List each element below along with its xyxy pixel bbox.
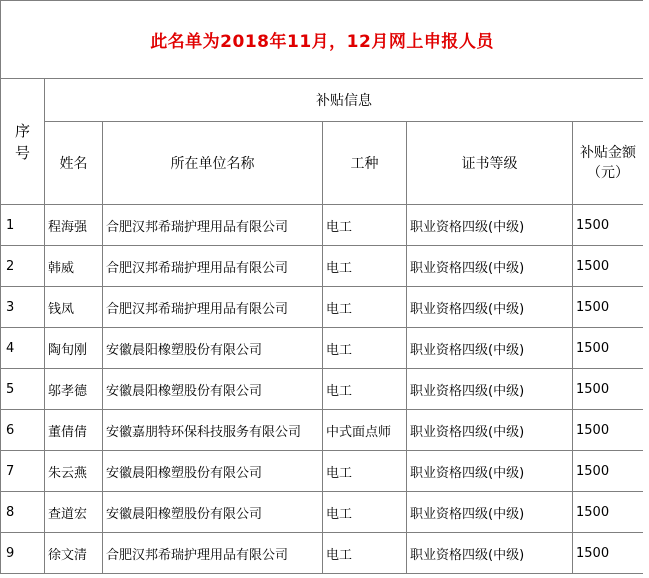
cell-trade: 中式面点师 — [323, 410, 407, 451]
cell-trade: 电工 — [323, 205, 407, 246]
cell-company: 安徽晨阳橡塑股份有限公司 — [103, 328, 323, 369]
cell-name: 邬孝德 — [45, 369, 103, 410]
cell-certificate: 职业资格四级(中级) — [407, 369, 573, 410]
cell-certificate: 职业资格四级(中级) — [407, 287, 573, 328]
header-amount — [573, 122, 644, 205]
header-amount-label: 补贴金额 （元） — [580, 145, 636, 181]
cell-seq: 6 — [1, 410, 45, 451]
header-trade: 工种 — [323, 122, 407, 205]
cell-name: 钱凤 — [45, 287, 103, 328]
cell-certificate: 职业资格四级(中级) — [407, 492, 573, 533]
cell-certificate: 职业资格四级(中级) — [407, 328, 573, 369]
cell-certificate: 职业资格四级(中级) — [407, 533, 573, 574]
cell-trade: 电工 — [323, 369, 407, 410]
cell-amount: 1500 — [573, 287, 644, 328]
cell-seq: 1 — [1, 205, 45, 246]
cell-amount: 1500 — [573, 533, 644, 574]
header-name: 姓名 — [45, 122, 103, 205]
cell-trade: 电工 — [323, 246, 407, 287]
right-edge — [643, 0, 649, 578]
cell-trade: 电工 — [323, 533, 407, 574]
cell-amount: 1500 — [573, 246, 644, 287]
cell-seq: 2 — [1, 246, 45, 287]
cell-name: 朱云燕 — [45, 451, 103, 492]
cell-company: 安徽嘉朋特环保科技服务有限公司 — [103, 410, 323, 451]
table-row — [1, 410, 644, 451]
header-subsidy-info: 补贴信息 — [45, 79, 644, 122]
cell-seq: 5 — [1, 369, 45, 410]
cell-trade: 电工 — [323, 492, 407, 533]
table-row — [1, 492, 644, 533]
header-seq — [1, 79, 45, 205]
cell-seq: 7 — [1, 451, 45, 492]
cell-company: 合肥汉邦希瑞护理用品有限公司 — [103, 287, 323, 328]
cell-name: 查道宏 — [45, 492, 103, 533]
cell-amount: 1500 — [573, 369, 644, 410]
cell-name: 韩威 — [45, 246, 103, 287]
cell-company: 合肥汉邦希瑞护理用品有限公司 — [103, 533, 323, 574]
cell-certificate: 职业资格四级(中级) — [407, 205, 573, 246]
table-row — [1, 533, 644, 574]
header-certificate: 证书等级 — [407, 122, 573, 205]
header-company: 所在单位名称 — [103, 122, 323, 205]
table-row — [1, 451, 644, 492]
table-row — [1, 205, 644, 246]
cell-amount: 1500 — [573, 451, 644, 492]
cell-amount: 1500 — [573, 328, 644, 369]
cell-seq: 4 — [1, 328, 45, 369]
cell-trade: 电工 — [323, 287, 407, 328]
cell-company: 安徽晨阳橡塑股份有限公司 — [103, 492, 323, 533]
cell-seq: 3 — [1, 287, 45, 328]
cell-trade: 电工 — [323, 451, 407, 492]
table-title: 此名单为2018年11月，12月网上申报人员 — [1, 1, 644, 79]
cell-name: 陶旬刚 — [45, 328, 103, 369]
cell-certificate: 职业资格四级(中级) — [407, 410, 573, 451]
cell-company: 安徽晨阳橡塑股份有限公司 — [103, 451, 323, 492]
cell-name: 程海强 — [45, 205, 103, 246]
cell-name: 董倩倩 — [45, 410, 103, 451]
cell-trade: 电工 — [323, 328, 407, 369]
cell-company: 合肥汉邦希瑞护理用品有限公司 — [103, 246, 323, 287]
cell-name: 徐文清 — [45, 533, 103, 574]
cell-seq: 9 — [1, 533, 45, 574]
table-row — [1, 369, 644, 410]
cell-amount: 1500 — [573, 492, 644, 533]
cell-certificate: 职业资格四级(中级) — [407, 451, 573, 492]
cell-company: 合肥汉邦希瑞护理用品有限公司 — [103, 205, 323, 246]
cell-seq: 8 — [1, 492, 45, 533]
table-row — [1, 287, 644, 328]
cell-amount: 1500 — [573, 410, 644, 451]
cell-amount: 1500 — [573, 205, 644, 246]
cell-certificate: 职业资格四级(中级) — [407, 246, 573, 287]
table-row — [1, 246, 644, 287]
header-seq-label: 序 号 — [14, 121, 30, 162]
cell-company: 安徽晨阳橡塑股份有限公司 — [103, 369, 323, 410]
table-row — [1, 328, 644, 369]
